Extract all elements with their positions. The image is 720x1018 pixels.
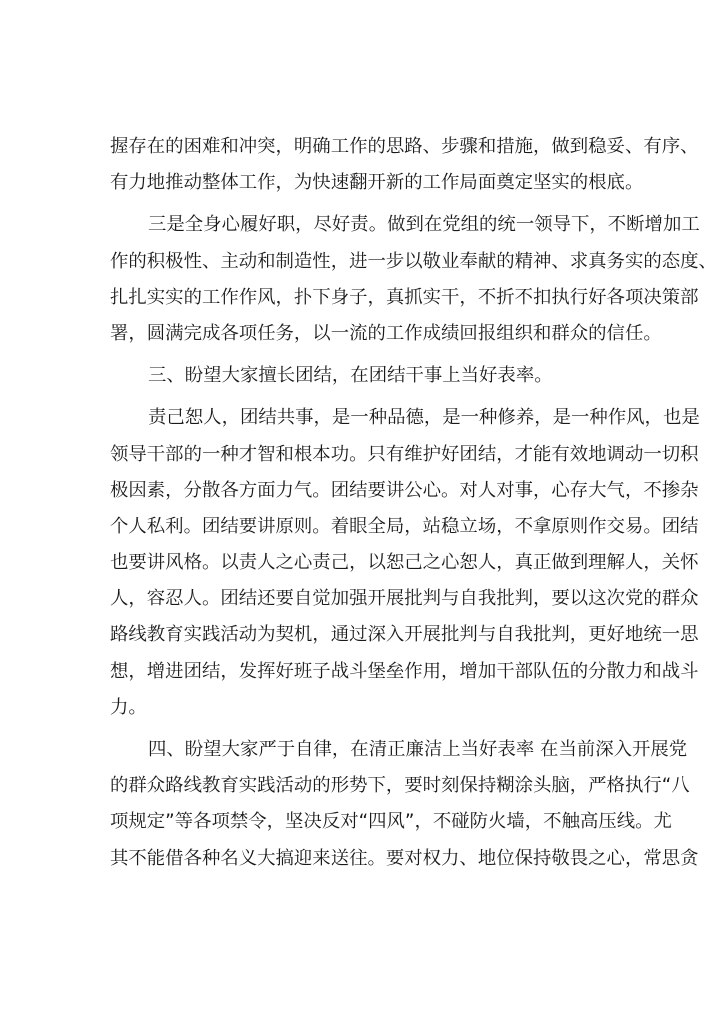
- text-line: 项规定”等各项禁令，坚决反对“四风”，不碰防火墙，不触高压线。尤: [110, 811, 672, 833]
- text-line: 路线教育实践活动为契机，通过深入开展批判与自我批判，更好地统一思: [110, 624, 699, 646]
- text-line: 人，容忍人。团结还要自觉加强开展批判与自我批判，要以这次党的群众: [110, 588, 699, 610]
- section-heading: 三、盼望大家擅长团结，在团结干事上当好表率。: [148, 365, 553, 387]
- text-line: 握存在的困难和冲突，明确工作的思路、步骤和措施，做到稳妥、有序、: [110, 136, 699, 157]
- text-line: 其不能借各种名义大搞迎来送往。要对权力、地位保持敬畏之心，常思贪: [110, 847, 699, 869]
- text-line: 署，圆满完成各项任务，以一流的工作成绩回报组织和群众的信任。: [110, 322, 662, 344]
- text-line: 三是全身心履好职，尽好责。做到在党组的统一领导下，不断增加工: [148, 214, 700, 236]
- text-line: 的群众路线教育实践活动的形势下，要时刻保持糊涂头脑，严格执行“八: [110, 775, 690, 797]
- text-line: 极因素，分散各方面力气。团结要讲公心。对人对事，心存大气，不掺杂: [110, 479, 699, 501]
- text-line: 也要讲风格。以责人之心责己，以恕己之心恕人，真正做到理解人，关怀: [110, 552, 699, 574]
- text-line: 作的积极性、主动和制造性，进一步以敬业奉献的精神、求真务实的态度、: [110, 250, 717, 272]
- text-line: 责己恕人，团结共事，是一种品德，是一种修养，是一种作风，也是: [148, 407, 700, 429]
- document-body: [110, 129, 717, 877]
- text-line: 力。: [110, 696, 147, 718]
- text-line: 个人私利。团结要讲原则。着眼全局，站稳立场，不拿原则作交易。团结: [110, 515, 699, 537]
- text-line: 想，增进团结，发挥好班子战斗堡垒作用，增加干部队伍的分散力和战斗: [110, 660, 699, 682]
- section-heading: 四、盼望大家严于自律，在清正廉洁上当好表率 在当前深入开展党: [148, 739, 688, 760]
- text-line: 扎扎实实的工作作风，扑下身子，真抓实干，不折不扣执行好各项决策部: [110, 286, 699, 308]
- text-line: 有力地推动整体工作，为快速翻开新的工作局面奠定坚实的根底。: [110, 172, 644, 194]
- text-line: 领导干部的一种才智和根本功。只有维护好团结，才能有效地调动一切积: [110, 443, 699, 465]
